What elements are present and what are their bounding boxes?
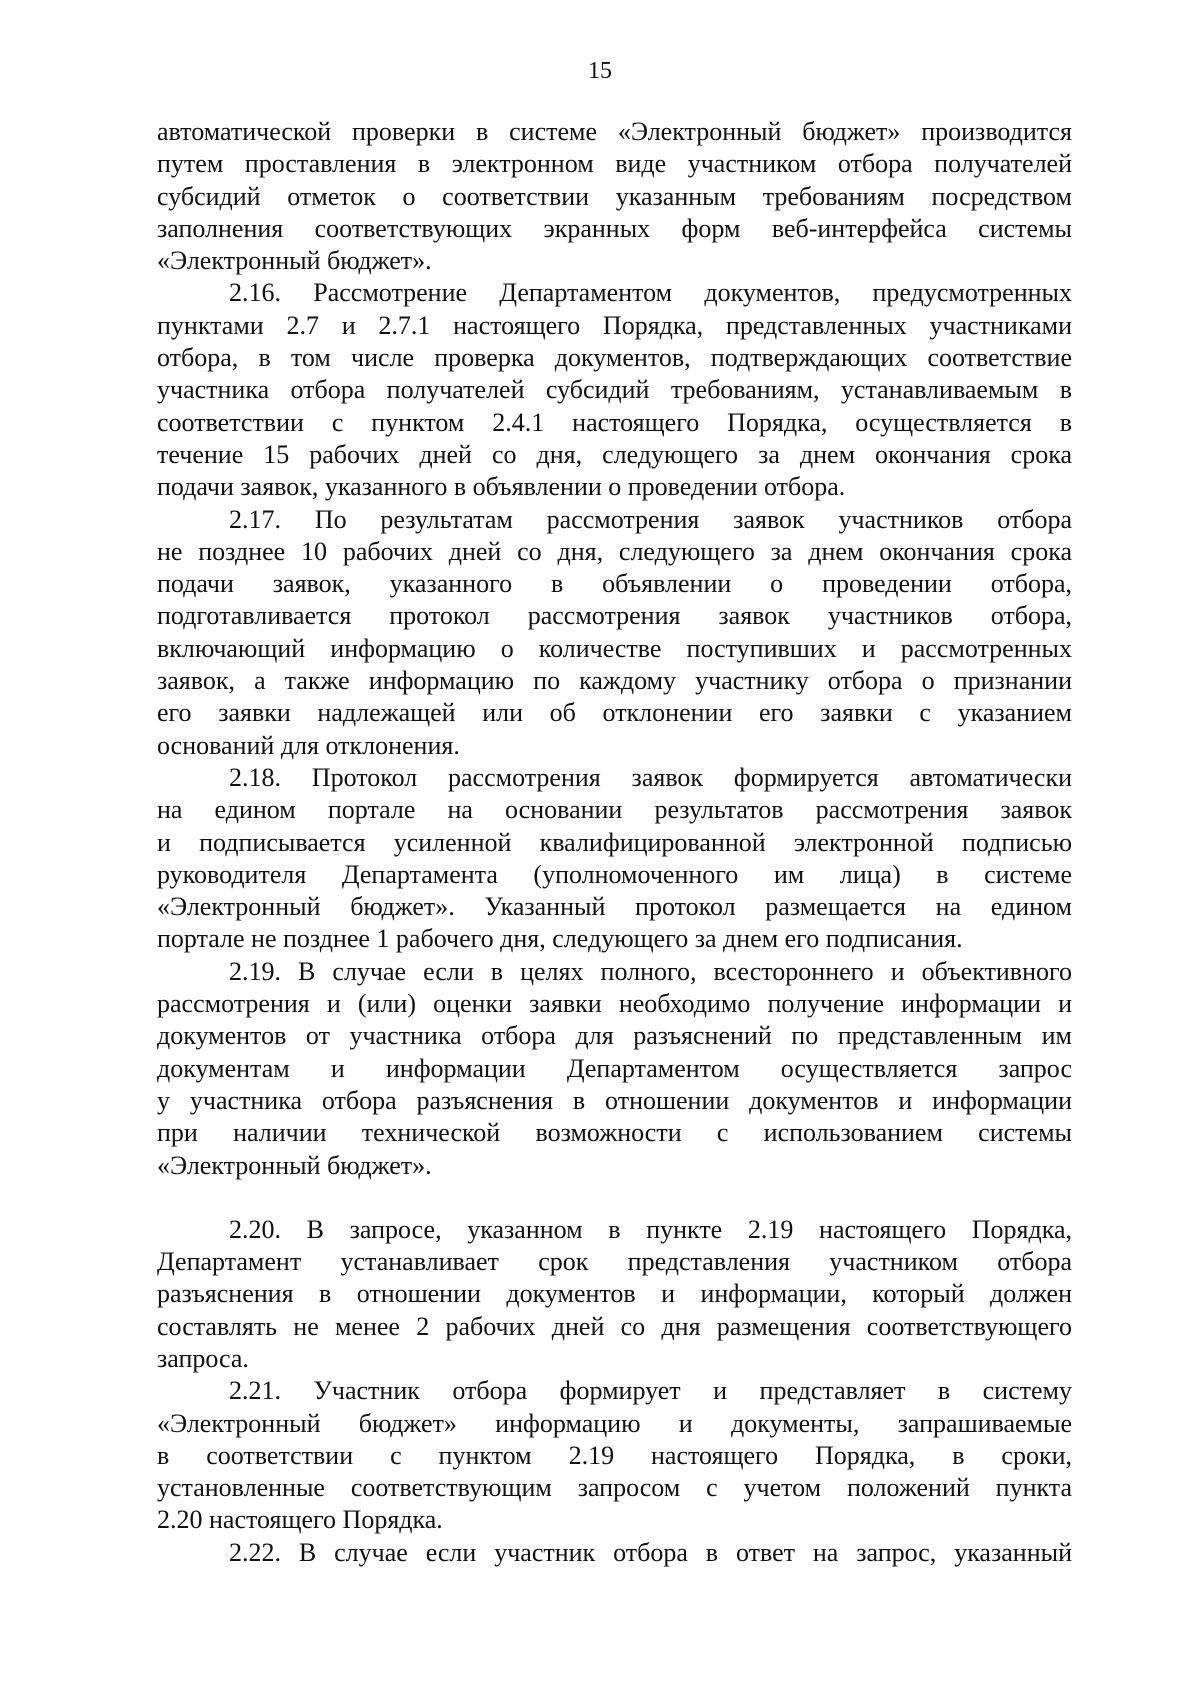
text-line: 2.17. По результатам рассмотрения заявок участников отбора	[229, 504, 1072, 534]
document-body	[157, 116, 1072, 1569]
text-line: 2.20. В запросе, указанном в пункте 2.19 настоящего Порядка,	[229, 1214, 1072, 1244]
text-line: «Электронный бюджет».	[157, 246, 432, 276]
text-line: субсидий отметок о соответствии указанным требованиям посредством	[157, 181, 1072, 211]
text-line: подачи заявок, указанного в объявлении о проведении отбора,	[157, 569, 1072, 599]
paragraph-p-2-19	[157, 956, 1072, 1182]
page-number: 15	[588, 58, 612, 84]
text-line: заполнения соответствующих экранных форм веб-интерфейса системы	[157, 213, 1072, 243]
text-line: на едином портале на основании результатов рассмотрения заявок	[157, 795, 1072, 825]
text-line: рассмотрения и (или) оценки заявки необходимо получение информации и	[157, 989, 1072, 1019]
text-line: руководителя Департамента (уполномоченного им лица) в системе	[157, 859, 1072, 889]
paragraph-gap	[157, 1182, 1072, 1214]
text-line: «Электронный бюджет». Указанный протокол размещается на едином	[157, 892, 1072, 922]
paragraph-p-2-20	[157, 1214, 1072, 1375]
text-line: при наличии технической возможности с использованием системы	[157, 1118, 1072, 1148]
text-line: включающий информацию о количестве поступивших и рассмотренных	[157, 633, 1072, 663]
paragraph-p-2-18	[157, 762, 1072, 956]
text-line: составлять не менее 2 рабочих дней со дня размещения соответствующего	[157, 1311, 1072, 1341]
paragraph-p-2-16	[157, 277, 1072, 503]
text-line: «Электронный бюджет».	[157, 1150, 432, 1180]
text-line: отбора, в том числе проверка документов, подтверждающих соответствие	[157, 343, 1072, 373]
text-line: 2.20 настоящего Порядка.	[157, 1505, 443, 1535]
text-line: «Электронный бюджет» информацию и документы, запрашиваемые	[157, 1408, 1072, 1438]
text-line: 2.21. Участник отбора формирует и представляет в систему	[229, 1376, 1072, 1406]
paragraph-p-2-21	[157, 1375, 1072, 1536]
text-line: автоматической проверки в системе «Электронный бюджет» производится	[157, 117, 1072, 146]
text-line: портале не позднее 1 рабочего дня, следующего за днем его подписания.	[157, 924, 963, 954]
text-line: запроса.	[157, 1343, 249, 1373]
text-line: 2.22. В случае если участник отбора в ответ на запрос, указанный	[229, 1537, 1072, 1567]
text-line: соответствии с пунктом 2.4.1 настоящего Порядка, осуществляется в	[157, 407, 1072, 437]
text-line: оснований для отклонения.	[157, 730, 460, 760]
text-line: Департамент устанавливает срок представления участником отбора	[157, 1247, 1072, 1277]
paragraph-p-intro	[157, 116, 1072, 277]
paragraph-p-2-22	[157, 1537, 1072, 1569]
text-line: подачи заявок, указанного в объявлении о проведении отбора.	[157, 472, 846, 502]
text-line: путем проставления в электронном виде участником отбора получателей	[157, 149, 1072, 179]
text-line: и подписывается усиленной квалифицированной электронной подписью	[157, 827, 1072, 857]
text-line: не позднее 10 рабочих дней со дня, следующего за днем окончания срока	[157, 536, 1072, 566]
text-line: у участника отбора разъяснения в отношении документов и информации	[157, 1085, 1072, 1115]
paragraph-p-2-17	[157, 504, 1072, 762]
text-line: заявок, а также информацию по каждому участнику отбора о признании	[157, 666, 1072, 696]
text-line: пунктами 2.7 и 2.7.1 настоящего Порядка, представленных участниками	[157, 310, 1072, 340]
text-line: течение 15 рабочих дней со дня, следующего за днем окончания срока	[157, 439, 1072, 469]
text-line: подготавливается протокол рассмотрения заявок участников отбора,	[157, 601, 1072, 631]
text-line: 2.18. Протокол рассмотрения заявок формируется автоматически	[229, 762, 1072, 792]
text-line: разъяснения в отношении документов и информации, который должен	[157, 1279, 1072, 1309]
text-line: в соответствии с пунктом 2.19 настоящего Порядка, в сроки,	[157, 1440, 1072, 1470]
text-line: его заявки надлежащей или об отклонении его заявки с указанием	[157, 698, 1072, 728]
text-line: документам и информации Департаментом осуществляется запрос	[157, 1053, 1072, 1083]
text-line: 2.16. Рассмотрение Департаментом документов, предусмотренных	[229, 278, 1072, 308]
text-line: документов от участника отбора для разъяснений по представленным им	[157, 1021, 1072, 1051]
text-line: установленные соответствующим запросом с учетом положений пункта	[157, 1473, 1072, 1503]
text-line: 2.19. В случае если в целях полного, всестороннего и объективного	[229, 956, 1072, 986]
text-line: участника отбора получателей субсидий требованиям, устанавливаемым в	[157, 375, 1072, 405]
